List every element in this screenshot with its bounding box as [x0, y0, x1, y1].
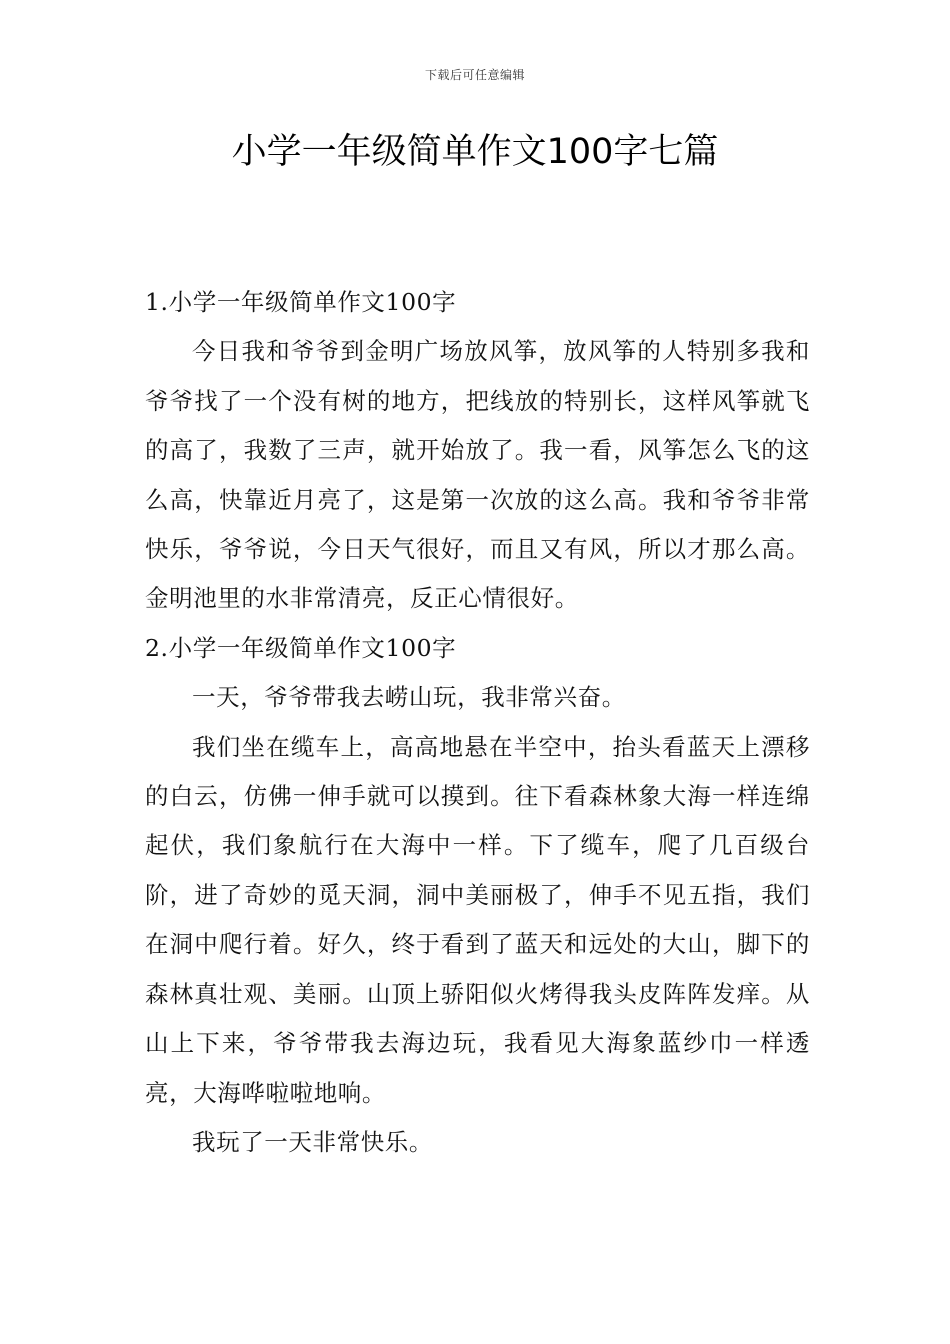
paragraph: 一天，爷爷带我去崂山玩，我非常兴奋。 [192, 683, 626, 712]
section-heading-1: 1.小学一年级简单作文100字 [145, 288, 457, 316]
paragraph: 今日我和爷爷到金明广场放风筝，放风筝的人特别多我和爷爷找了一个没有树的地方，把线放的特别长，这样风筝就飞的高了，我数了三声，就开始放了。我一看，风筝怎么飞的这么高，快靠近月亮了，这是第一次放的这么高。我和爷爷非常快乐，爷爷说，今日天气很好，而且又有风，所以才那么高。金明池里的水非常清亮，反正心情很好。 [145, 337, 810, 613]
paragraph: 我玩了一天非常快乐。 [192, 1127, 433, 1156]
paragraph: 我们坐在缆车上，高高地悬在半空中，抬头看蓝天上漂移的白云，仿佛一伸手就可以摸到。往下看森林象大海一样连绵起伏，我们象航行在大海中一样。下了缆车，爬了几百级台阶，进了奇妙的觅天洞，洞中美丽极了，伸手不见五指，我们在洞中爬行着。好久，终于看到了蓝天和远处的大山，脚下的森林真壮观、美丽。山顶上骄阳似火烤得我头皮阵阵发痒。从山上下来，爷爷带我去海边玩，我看见大海象蓝纱巾一样透亮，大海哗啦啦地响。 [145, 732, 810, 1107]
page-title: 小学一年级简单作文100字七篇 [231, 132, 719, 172]
header-note: 下载后可任意编辑 [424, 68, 525, 82]
document-body [145, 278, 810, 1167]
section-heading-2: 2.小学一年级简单作文100字 [145, 633, 457, 662]
